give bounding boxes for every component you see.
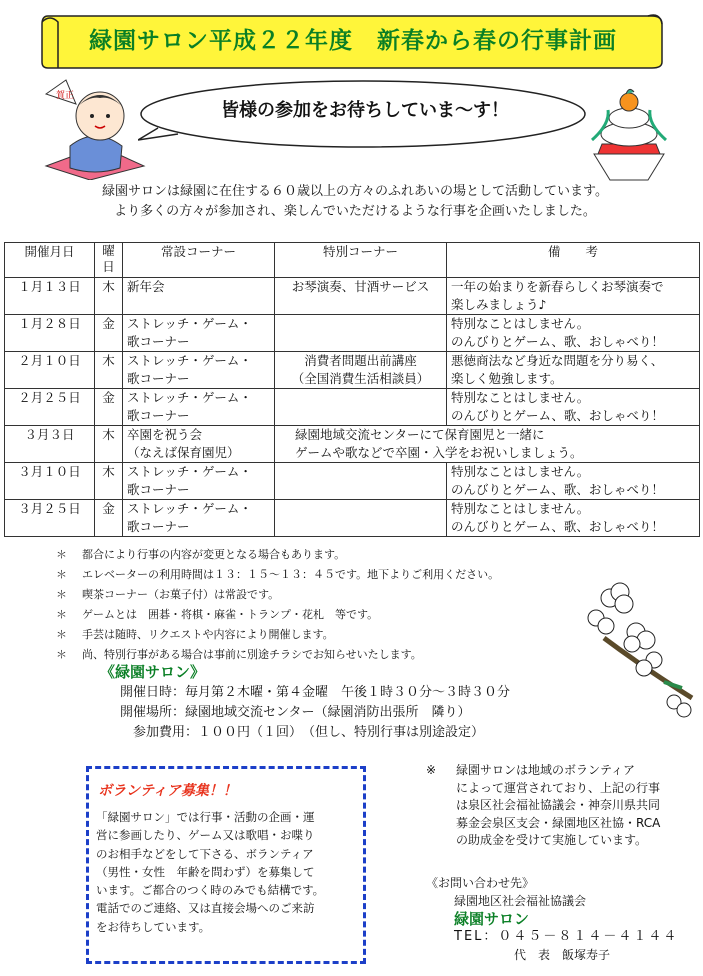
cell-date: ２月１０日	[5, 352, 95, 389]
cell-line: ストレッチ・ゲーム・	[127, 501, 252, 516]
cell-line: （なえば保育園児）	[127, 445, 240, 460]
support-note-line: によって運営されており、上記の行事	[456, 780, 661, 795]
cell-day: 木	[95, 426, 123, 463]
note-item: ＊ 手芸は随時、リクエストや内容により開催します。	[56, 625, 616, 645]
cell-date: ３月２５日	[5, 500, 95, 537]
table-row	[5, 463, 700, 500]
cell-date: ３月３日	[5, 426, 95, 463]
salon-schedule: 開催日時：毎月第２木曜・第４金曜 午後１時３０分～３時３０分	[120, 685, 511, 700]
cell-date: ３月１０日	[5, 463, 95, 500]
notes-list	[56, 545, 616, 665]
table-row	[5, 389, 700, 426]
support-note-line: の助成金を受けて実施しています。	[456, 833, 648, 847]
cell-line: のんびりとゲーム、歌、おしゃべり！	[451, 519, 664, 534]
intro-line: より多くの方々が参加され、楽しんでいただけるような行事を企画いたしました。	[114, 204, 596, 219]
speech-bubble-text: 皆様の参加をお待ちしていま～す！	[221, 100, 509, 121]
note-item: ＊ 喫茶コーナー（お菓子付）は常設です。	[56, 585, 616, 605]
note-mark	[426, 797, 456, 815]
table-row	[5, 278, 700, 315]
note-item: ＊ エレベーターの利用時間は１３：１５～１３：４５です。地下よりご利用ください。	[56, 565, 616, 585]
cell-regular	[123, 352, 275, 389]
cell-remarks	[447, 278, 700, 315]
cell-regular	[123, 500, 275, 537]
table-row	[5, 352, 700, 389]
cell-line: 悪徳商法など身近な問題を分り易く、	[451, 353, 664, 368]
table-row	[5, 500, 700, 537]
cell-day: 金	[95, 389, 123, 426]
cell-date: ２月２５日	[5, 389, 95, 426]
contact-org: 緑園地区社会福祉協議会	[454, 894, 587, 908]
cell-line: 消費者問題出前講座	[304, 353, 417, 368]
cell-special	[275, 278, 447, 315]
note-item: ＊ 尚、特別行事がある場合は事前に別途チラシでお知らせいたします。	[56, 645, 616, 665]
cell-line: 歌コーナー	[127, 519, 190, 534]
support-note-line: 募金会泉区支会・緑園地区社協・RCA	[456, 815, 661, 830]
cell-date: １月２８日	[5, 315, 95, 352]
cell-remarks	[447, 389, 700, 426]
cell-remarks	[447, 315, 700, 352]
table-row	[5, 426, 700, 463]
cell-day: 木	[95, 463, 123, 500]
support-note-row	[426, 762, 660, 780]
cell-line: 新年会	[127, 279, 165, 294]
cell-special	[275, 315, 447, 352]
cell-special	[275, 389, 447, 426]
cell-line: 特別なことはしません。	[451, 316, 590, 331]
kagami-mochi-illustration	[590, 84, 668, 182]
header-regular: 常設コーナー	[123, 243, 275, 278]
note-mark: ※	[426, 763, 437, 777]
contact-representative: 代 表 飯塚寿子	[514, 948, 611, 962]
cell-regular	[123, 278, 275, 315]
note-mark	[426, 780, 456, 798]
page-title: 緑園サロン平成２２年度 新春から春の行事計画	[89, 28, 617, 54]
cell-special	[275, 352, 447, 389]
cell-date: １月１３日	[5, 278, 95, 315]
support-note-line: は泉区社会福祉協議会・神奈川県共同	[456, 798, 661, 812]
volunteer-line: （男性・女性 年齢を問わず）を募集して	[96, 864, 315, 879]
salon-venue: 開催場所：緑園地域交流センター（緑園消防出張所 隣り）	[120, 705, 471, 720]
cherry-blossom-illustration	[584, 578, 698, 718]
cell-line: 卒園を祝う会	[127, 427, 203, 442]
volunteer-line: います。ご都合のつく時のみでも結構です。	[96, 883, 325, 898]
table-row	[5, 315, 700, 352]
cell-line: 特別なことはしません。	[451, 390, 590, 405]
cell-line: ストレッチ・ゲーム・	[127, 316, 252, 331]
cell-merged-note	[275, 426, 700, 463]
cell-line: 歌コーナー	[127, 371, 190, 386]
support-note-row	[426, 832, 660, 850]
cell-line: 一年の始まりを新春らしくお琴演奏で	[451, 279, 664, 294]
contact-heading: 《お問い合わせ先》	[426, 876, 535, 890]
cell-line: 特別なことはしません。	[451, 501, 590, 516]
cell-line: お琴演奏、甘酒サービス	[291, 279, 430, 294]
volunteer-line: 営に参画したり、ゲーム又は歌唱・お喋り	[96, 828, 315, 843]
cell-remarks	[447, 352, 700, 389]
note-mark	[426, 832, 456, 850]
support-note-row	[426, 797, 660, 815]
cell-line: ゲームや歌などで卒園・入学をお祝いしましょう。	[295, 445, 583, 460]
header-day: 曜日	[95, 243, 123, 278]
intro-text	[20, 182, 690, 222]
support-note-line: 緑園サロンは地域のボランティア	[456, 763, 636, 777]
cell-line: のんびりとゲーム、歌、おしゃべり！	[451, 334, 664, 349]
note-item: ＊ 都合により行事の内容が変更となる場合もあります。	[56, 545, 616, 565]
cell-line: 歌コーナー	[127, 334, 190, 349]
cell-regular	[123, 463, 275, 500]
cell-line: ストレッチ・ゲーム・	[127, 353, 252, 368]
cell-day: 金	[95, 315, 123, 352]
volunteer-line: 「緑園サロン」では行事・活動の企画・運	[96, 810, 315, 824]
cell-day: 金	[95, 500, 123, 537]
cell-line: ストレッチ・ゲーム・	[127, 464, 252, 479]
cell-line: 楽しく勉強します。	[451, 371, 563, 386]
note-item: ＊ ゲームとは 囲碁・将棋・麻雀・トランプ・花札 等です。	[56, 605, 616, 625]
cell-day: 木	[95, 352, 123, 389]
cell-line: 歌コーナー	[127, 408, 190, 423]
cell-line: のんびりとゲーム、歌、おしゃべり！	[451, 482, 664, 497]
volunteer-text	[96, 808, 358, 936]
fan-label: 賀正	[56, 91, 75, 101]
cell-day: 木	[95, 278, 123, 315]
cell-line: 歌コーナー	[127, 482, 190, 497]
header-remarks: 備 考	[447, 243, 700, 278]
contact-name: 緑園サロン	[454, 910, 530, 928]
cell-line: （全国消費生活相談員）	[291, 371, 430, 386]
header-special: 特別コーナー	[275, 243, 447, 278]
support-note	[426, 762, 660, 850]
fan-icon	[46, 80, 76, 104]
cell-line: ストレッチ・ゲーム・	[127, 390, 252, 405]
volunteer-line: 電話でのご連絡、又は直接会場へのご来訪	[96, 901, 315, 916]
cell-remarks	[447, 463, 700, 500]
volunteer-line: のお相手などをして下さる、ボランティア	[96, 846, 314, 861]
cell-special	[275, 463, 447, 500]
cell-regular	[123, 389, 275, 426]
cell-remarks	[447, 500, 700, 537]
salon-info	[120, 683, 510, 743]
intro-line: 緑園サロンは緑園に在住する６０歳以上の方々のふれあいの場として活動しています。	[102, 184, 608, 199]
cell-regular	[123, 315, 275, 352]
cell-line: 特別なことはしません。	[451, 464, 590, 479]
event-schedule-table	[4, 242, 700, 537]
volunteer-line: をお待ちしています。	[96, 919, 211, 934]
boy-illustration	[40, 76, 150, 180]
note-mark	[426, 815, 456, 833]
salon-fee: 参加費用：１００円（１回） （但し、特別行事は別途設定）	[120, 725, 485, 740]
contact-block	[426, 874, 678, 964]
cell-special	[275, 500, 447, 537]
volunteer-title: ボランティア募集！！	[98, 783, 237, 799]
cell-line: 緑園地域交流センターにて保育園児と一緒に	[295, 427, 545, 442]
support-note-row	[426, 815, 660, 833]
cell-regular	[123, 426, 275, 463]
contact-phone: TEL：０４５－８１４－４１４４	[454, 929, 679, 944]
cell-line: のんびりとゲーム、歌、おしゃべり！	[451, 408, 664, 423]
cell-line: 楽しみましょう♪	[451, 297, 547, 312]
support-note-row	[426, 780, 660, 798]
header-date: 開催月日	[5, 243, 95, 278]
salon-title: 《緑園サロン》	[100, 663, 206, 681]
